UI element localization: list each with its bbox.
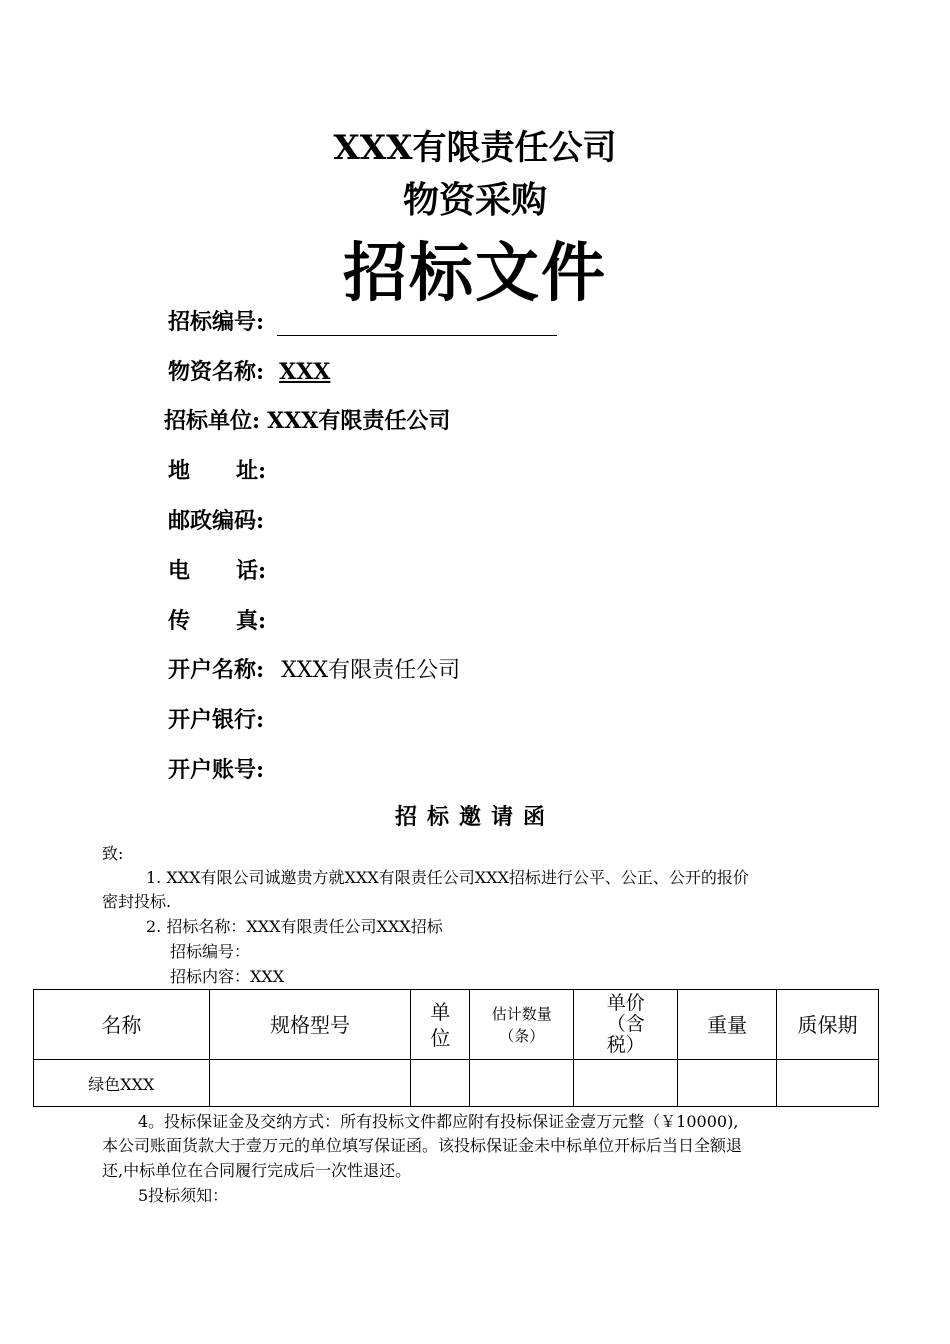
header-unit-price: 单价（含税） xyxy=(574,990,678,1060)
invitation-bid-number: 招标编号： xyxy=(170,942,251,961)
bidding-unit-row xyxy=(164,404,450,435)
phone-row xyxy=(168,554,266,585)
header-warranty: 质保期 xyxy=(777,990,879,1060)
bid-number-row xyxy=(168,305,557,336)
invitation-p1-line2: 密封投标. xyxy=(102,892,172,911)
fax-label: 传 真: xyxy=(168,608,267,634)
invitation-p4-line2: 本公司账面货款大于壹万元的单位填写保证函。该投标保证金未中标单位开标后当日全额退 xyxy=(102,1136,743,1155)
table-row xyxy=(34,1060,879,1107)
postcode-label: 邮政编码: xyxy=(168,508,265,534)
invitation-p1-line1: 1. XXX有限公司诚邀贵方就XXX有限责任公司XXX招标进行公平、公正、公开的报价 xyxy=(146,868,749,887)
phone-label: 电 话: xyxy=(168,558,267,584)
address-label: 地 址: xyxy=(168,458,267,484)
account-number-row xyxy=(168,753,264,784)
postcode-row xyxy=(168,504,264,535)
cell-warranty xyxy=(777,1060,879,1107)
header-name: 名称 xyxy=(34,990,210,1060)
header-unit: 单位 xyxy=(411,990,470,1060)
bidding-unit-value: XXX有限责任公司 xyxy=(267,408,451,434)
invitation-p4-line3: 还,中标单位在合同履行完成后一次性退还。 xyxy=(102,1161,412,1180)
account-number-label: 开户账号: xyxy=(168,757,265,783)
invitation-bid-content: 招标内容：XXX xyxy=(170,967,285,986)
address-row xyxy=(168,454,266,485)
cell-weight xyxy=(678,1060,777,1107)
subject-title: 物资采购 xyxy=(402,179,547,221)
invitation-to: 致: xyxy=(102,844,124,863)
invitation-p2: 2. 招标名称：XXX有限责任公司XXX招标 xyxy=(146,917,443,936)
cell-name: 绿色XXX xyxy=(34,1060,210,1107)
fax-row xyxy=(168,604,266,635)
items-table xyxy=(33,989,879,1107)
account-name-row xyxy=(168,653,460,684)
cell-unit-price xyxy=(574,1060,678,1107)
company-title: XXX有限责任公司 xyxy=(333,128,617,168)
bid-number-blank xyxy=(277,313,557,336)
invitation-p5: 5投标须知： xyxy=(138,1186,229,1205)
invitation-p4-line1: 4。投标保证金及交纳方式：所有投标文件都应附有投标保证金壹万元整（￥10000), xyxy=(138,1112,739,1131)
material-label: 物资名称: xyxy=(168,359,265,385)
material-value: XXX xyxy=(279,359,331,385)
header-spec: 规格型号 xyxy=(209,990,411,1060)
account-name-label: 开户名称: xyxy=(168,657,265,683)
table-header-row xyxy=(34,990,879,1060)
header-weight: 重量 xyxy=(678,990,777,1060)
header-quantity: 估计数量（条） xyxy=(470,990,574,1060)
bank-row xyxy=(168,703,264,734)
cell-spec xyxy=(209,1060,411,1107)
bidding-unit-label: 招标单位: xyxy=(164,408,261,434)
material-row xyxy=(168,355,330,386)
bid-number-label: 招标编号: xyxy=(168,309,265,335)
cell-quantity xyxy=(470,1060,574,1107)
invitation-title: 招标邀请函 xyxy=(394,804,555,830)
cell-unit xyxy=(411,1060,470,1107)
document-title: 招标文件 xyxy=(343,236,607,311)
account-name-value: XXX有限责任公司 xyxy=(281,658,461,683)
bank-label: 开户银行: xyxy=(168,707,265,733)
